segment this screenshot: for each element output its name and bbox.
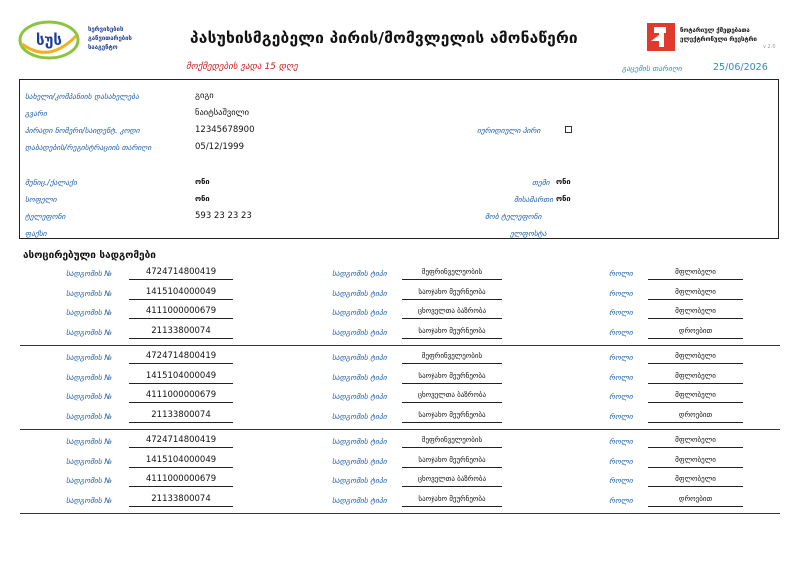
stall-type-value: საოჯახო მეურნეობა	[402, 370, 502, 384]
sda-logo-text: სერვისების განვითარების სააგენტო	[88, 26, 132, 51]
role-value: მფლობელი	[648, 389, 743, 403]
name-value: გიგი	[195, 91, 214, 101]
role-value: დროებით	[648, 409, 743, 423]
legal-entity-checkbox[interactable]	[565, 126, 572, 133]
stall-number-label: სადგომის №	[66, 456, 113, 466]
address-value: ონი	[556, 194, 571, 203]
dob-label: დაბადების/რეგისტრაციის თარიღი	[25, 143, 152, 152]
role-label: როლი	[609, 392, 633, 401]
group-divider	[20, 429, 780, 430]
village-label: სოფელი	[25, 195, 57, 204]
role-value: მფლობელი	[648, 454, 743, 468]
stall-row	[0, 389, 800, 409]
stall-type-value: ცხოველთა ბაზრობა	[402, 473, 502, 487]
issue-date-label: გაცემის თარიღი	[622, 64, 682, 73]
stall-group	[0, 264, 800, 348]
role-value: მფლობელი	[648, 305, 743, 319]
stall-type-label: სადგომის ტიპი	[332, 456, 387, 466]
role-label: როლი	[609, 437, 633, 446]
legal-entity-label: იურიდიული პირი	[477, 126, 541, 135]
stall-row	[0, 350, 800, 370]
id-number-value: 12345678900	[195, 125, 255, 135]
role-label: როლი	[609, 327, 633, 337]
role-label: როლი	[609, 308, 633, 317]
validity-note: მოქმედების ვადა 15 დღე	[186, 62, 298, 72]
stall-number-value: 4724714800419	[129, 350, 233, 364]
stall-row	[0, 370, 800, 390]
stall-row	[0, 409, 800, 429]
notary-registry-logo-text: ნოტარიულ ქმედებათა ელექტრონული რეესტრი	[680, 27, 757, 43]
stall-number-value: 1415104000049	[129, 286, 233, 300]
stall-number-value: 21133800074	[129, 409, 233, 423]
role-value: მფლობელი	[648, 286, 743, 300]
stall-row	[0, 325, 800, 345]
phone-label: ტელეფონი	[25, 212, 66, 221]
stall-type-value: საოჯახო მეურნეობა	[402, 454, 502, 468]
id-number-label: პირადი ნომერი/საიდენტ. კოდი	[25, 126, 140, 135]
stall-type-label: სადგომის ტიპი	[332, 327, 387, 337]
stall-type-label: სადგომის ტიპი	[332, 353, 387, 362]
phone-value: 593 23 23 23	[195, 211, 252, 221]
stall-row	[0, 286, 800, 306]
stall-number-value: 4724714800419	[129, 434, 233, 448]
role-value: მფლობელი	[648, 473, 743, 487]
person-info-box	[19, 79, 779, 239]
community-label: თემი	[532, 178, 550, 187]
associated-stalls-title: ასოცირებული სადგომები	[23, 250, 156, 261]
stall-type-label: სადგომის ტიპი	[332, 495, 387, 505]
role-label: როლი	[609, 456, 633, 466]
role-value: მფლობელი	[648, 266, 743, 280]
stall-type-label: სადგომის ტიპი	[332, 269, 387, 278]
stall-number-label: სადგომის №	[66, 327, 113, 337]
stall-type-label: სადგომის ტიპი	[332, 437, 387, 446]
stall-group	[0, 432, 800, 516]
role-value: დროებით	[648, 493, 743, 507]
role-label: როლი	[609, 372, 633, 382]
stall-number-label: სადგომის №	[66, 353, 113, 362]
stall-number-label: სადგომის №	[66, 288, 113, 298]
svg-text:სუს: სუს	[36, 31, 62, 49]
stall-type-value: საოჯახო მეურნეობა	[402, 493, 502, 507]
stall-number-value: 4111000000679	[129, 473, 233, 487]
municipality-label: მუნიც./ქალაქი	[25, 178, 78, 187]
stall-number-label: სადგომის №	[66, 269, 113, 278]
stall-type-label: სადგომის ტიპი	[332, 476, 387, 485]
stall-type-value: საოჯახო მეურნეობა	[402, 286, 502, 300]
group-divider	[20, 513, 780, 514]
associated-stalls-list	[0, 264, 800, 516]
stall-number-label: სადგომის №	[66, 476, 113, 485]
stall-number-label: სადგომის №	[66, 495, 113, 505]
role-label: როლი	[609, 269, 633, 278]
fax-label: ფაქსი	[25, 229, 47, 238]
stall-number-value: 21133800074	[129, 493, 233, 507]
stall-number-label: სადგომის №	[66, 392, 113, 401]
dob-value: 05/12/1999	[195, 142, 244, 152]
role-label: როლი	[609, 495, 633, 505]
stall-type-label: სადგომის ტიპი	[332, 308, 387, 317]
role-value: მფლობელი	[648, 434, 743, 448]
role-value: დროებით	[648, 325, 743, 339]
stall-number-label: სადგომის №	[66, 411, 113, 421]
stall-type-value: ცხოველთა ბაზრობა	[402, 389, 502, 403]
role-value: მფლობელი	[648, 350, 743, 364]
stall-number-label: სადგომის №	[66, 308, 113, 317]
stall-row	[0, 473, 800, 493]
stall-type-label: სადგომის ტიპი	[332, 411, 387, 421]
stall-number-label: სადგომის №	[66, 372, 113, 382]
role-label: როლი	[609, 476, 633, 485]
stall-type-label: სადგომის ტიპი	[332, 392, 387, 401]
municipality-value: ონი	[195, 177, 210, 186]
group-divider	[20, 345, 780, 346]
role-label: როლი	[609, 411, 633, 421]
stall-number-value: 1415104000049	[129, 454, 233, 468]
stall-number-value: 4111000000679	[129, 389, 233, 403]
stall-type-value: მეფრინველეობის	[402, 266, 502, 280]
stall-number-value: 4724714800419	[129, 266, 233, 280]
surname-label: გვარი	[25, 109, 47, 118]
stall-group	[0, 348, 800, 432]
role-label: როლი	[609, 353, 633, 362]
stall-type-value: საოჯახო მეურნეობა	[402, 409, 502, 423]
role-label: როლი	[609, 288, 633, 298]
village-value: ონი	[195, 194, 210, 203]
stall-number-value: 21133800074	[129, 325, 233, 339]
role-value: მფლობელი	[648, 370, 743, 384]
stall-row	[0, 266, 800, 286]
stall-type-value: საოჯახო მეურნეობა	[402, 325, 502, 339]
mobile-phone-label: მობ ტელეფონი	[485, 212, 542, 221]
address-label: მისამართი	[514, 195, 554, 204]
stall-row	[0, 454, 800, 474]
document-header	[0, 0, 800, 80]
stall-row	[0, 434, 800, 454]
stall-type-label: სადგომის ტიპი	[332, 372, 387, 382]
stall-type-label: სადგომის ტიპი	[332, 288, 387, 298]
stall-number-label: სადგომის №	[66, 437, 113, 446]
name-label: სახელი/კომპანიის დასახელება	[25, 92, 139, 101]
stall-row	[0, 305, 800, 325]
stall-number-value: 4111000000679	[129, 305, 233, 319]
notary-registry-logo-icon	[645, 21, 677, 53]
sda-logo-icon	[18, 20, 80, 60]
stall-type-value: მეფრინველეობის	[402, 434, 502, 448]
stall-row	[0, 493, 800, 513]
surname-value: ნაიტსაშვილი	[195, 108, 250, 118]
version-label: v 2.0	[763, 44, 776, 50]
issue-date-value: 25/06/2026	[713, 62, 768, 73]
stall-type-value: ცხოველთა ბაზრობა	[402, 305, 502, 319]
stall-type-value: მეფრინველეობის	[402, 350, 502, 364]
community-value: ონი	[556, 177, 571, 186]
stall-number-value: 1415104000049	[129, 370, 233, 384]
email-label: ელფოსტა	[510, 229, 547, 238]
page-title: პასუხისმგებელი პირის/მომვლელის ამონაწერი	[190, 29, 578, 47]
